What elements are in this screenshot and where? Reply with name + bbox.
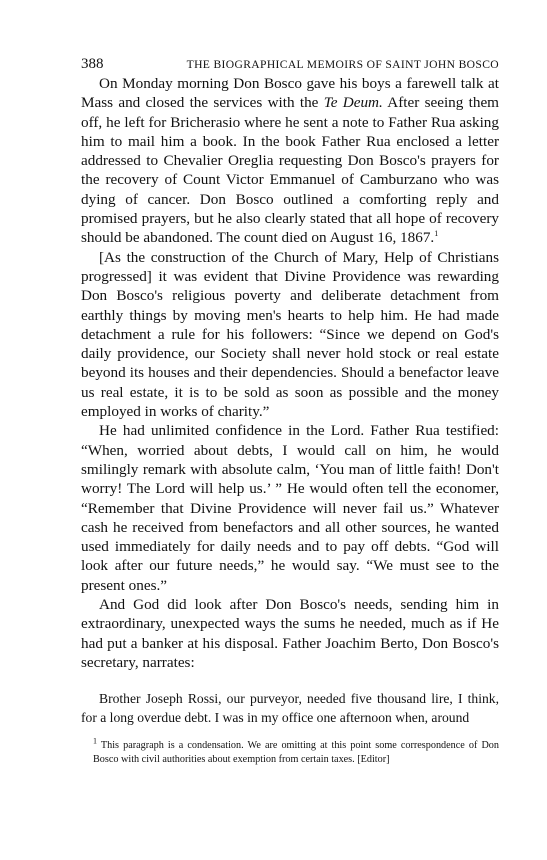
running-head-title: THE BIOGRAPHICAL MEMOIRS OF SAINT JOHN BOSCO [186,58,499,71]
paragraph-1-text-b: After seeing them off, he left for Bricherasio where he sent a note to Father Rua asking him to mail him a book. In the book Father Rua enclosed a letter addressed to Chevalier Oreglia requesting Don Bosco's prayers for the recovery of Count Victor Emmanuel of Camburzano who was dying of cancer. Don Bosco outlined a comforting reply and promised prayers, but he also clearly stated that all hope of recovery should be abandoned. The count died on August 16, 1867. [81,94,499,247]
footnote-marker: 1 [93,736,97,746]
paragraph-4: And God did look after Don Bosco's needs, sending him in extraordinary, unexpected ways the sums he needed, much as if He had put a banker at his disposal. Father Joachim Berto, Don Bosco's secretary, narrates: [81,596,499,671]
footnote-text: This paragraph is a condensation. We are omitting at this point some correspondence of Don Bosco with civil authorities about exemption from certain taxes. [Editor] [93,740,499,765]
te-deum-italic: Te Deum. [323,94,383,112]
body-text [81,74,499,672]
paragraph-3: He had unlimited confidence in the Lord. Father Rua testified: “When, worried about debts, I would call on him, he would smilingly remark with absolute calm, ‘You man of little faith! Don't worry! The Lord will help us.’ ” He would often tell the economer, “Remember that Divine Providence will never fail us.” Whatever cash he received from benefactors and all other sources, he wanted used immediately for daily needs and to pay off debts. “God will look after our future needs,” he would say. “We must see to the present ones.” [81,422,499,594]
footnote-body [81,736,499,766]
paragraph-1 [81,74,499,248]
page-number: 388 [81,56,104,72]
block-quote-text: Brother Joseph Rossi, our purveyor, needed five thousand lire, I think, for a long overdue debt. I was in my office one afternoon when, around [81,691,499,726]
block-quote [81,689,499,727]
footnote-reference: 1 [434,229,439,239]
running-head [81,54,499,74]
book-page [81,54,499,766]
footnote [81,736,499,766]
paragraph-1-text-a: On Monday morning Don Bosco gave his boys a farewell talk at Mass and closed the services with the [81,75,499,112]
paragraph-2: [As the construction of the Church of Mary, Help of Christians progressed] it was evident that Divine Providence was rewarding Don Bosco's religious poverty and deliberate detachment from earthly things by moving men's hearts to help him. He had made detachment a rule for his followers: “Since we depend on God's daily providence, our Society shall never hold stock or real estate beyond its houses and their dependencies. Should a benefactor leave us real estate, it is to be sold as soon as possible and the money employed in works of charity.” [81,248,499,421]
